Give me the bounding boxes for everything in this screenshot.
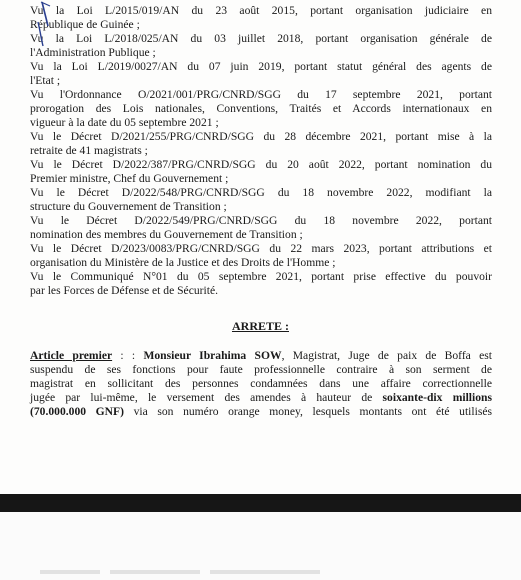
- article-line: [30, 349, 492, 363]
- visa-line: Vu la Loi L/2019/0027/AN du 07 juin 2019, portant statut général des agents de: [30, 60, 492, 73]
- article-line: suspendu de ses fonctions pour faute professionnelle contraire à son serment de: [30, 363, 492, 376]
- article-title: Article premier: [30, 349, 113, 362]
- visa-line: Vu le Décret D/2022/387/PRG/CNRD/SGG du 20 août 2022, portant nomination du: [30, 158, 492, 171]
- visa-line: l'Administration Publique ;: [30, 46, 156, 59]
- article-line: magistrat en sollicitant des personnes condamnées dans une affaire correctionnelle: [30, 377, 492, 390]
- visa-line: Vu le Décret D/2022/549/PRG/CNRD/SGG du 18 novembre 2022, portant: [30, 214, 492, 227]
- visa-line: retraite de 41 magistrats ;: [30, 144, 148, 157]
- visa-line: structure du Gouvernement de Transition ;: [30, 200, 227, 213]
- article-person-name: Monsieur Ibrahima SOW: [143, 349, 282, 362]
- visa-line: l'Etat ;: [30, 74, 61, 87]
- visa-line: Vu le Décret D/2023/0083/PRG/CNRD/SGG du 22 mars 2023, portant attributions et: [30, 242, 492, 255]
- visa-line: Premier ministre, Chef du Gouvernement ;: [30, 172, 229, 185]
- visa-line: République de Guinée ;: [30, 18, 140, 31]
- article-line: [30, 405, 492, 419]
- visa-line: Vu le Décret D/2022/548/PRG/CNRD/SGG du 18 novembre 2022, modifiant la: [30, 186, 492, 199]
- arrete-heading: ARRETE :: [231, 319, 289, 333]
- page-separator: [0, 494, 521, 512]
- article-line: [30, 391, 492, 405]
- visa-line: Vu l'Ordonnance O/2021/001/PRG/CNRD/SGG du 17 septembre 2021, portant: [30, 88, 492, 101]
- article-amount-words: soixante-dix millions: [382, 391, 492, 404]
- visa-line: prorogation des Lois nationales, Conventions, Traités et Accords internationaux en: [30, 102, 492, 115]
- article-text: via son numéro orange money, lesquels montants ont été utilisés: [123, 405, 493, 418]
- article-text: jugée par lui-même, le versement des amendes à hauteur de: [30, 391, 383, 404]
- faint-text-fragment: [40, 568, 340, 576]
- visa-line: vigueur à la date du 05 septembre 2021 ;: [30, 116, 219, 129]
- visa-line: Vu le Communiqué N°01 du 05 septembre 2021, portant prise effective du pouvoir: [30, 270, 492, 283]
- article-separator: : :: [112, 349, 144, 362]
- visa-line: Vu la Loi L/2015/019/AN du 23 août 2015, portant organisation judiciaire en: [30, 4, 492, 17]
- article-amount-figures: (70.000.000 GNF): [30, 405, 124, 418]
- visa-line: par les Forces de Défense et de Sécurité.: [30, 284, 218, 297]
- visa-line: nomination des membres du Gouvernement de Transition ;: [30, 228, 303, 241]
- visa-line: Vu le Décret D/2021/255/PRG/CNRD/SGG du 28 décembre 2021, portant mise à la: [30, 130, 492, 143]
- article-text: , Magistrat, Juge de paix de Boffa est: [281, 349, 492, 362]
- visa-line: Vu la Loi L/2018/025/AN du 03 juillet 2018, portant organisation générale de: [30, 32, 492, 45]
- visa-line: organisation du Ministère de la Justice et des Droits de l'Homme ;: [30, 256, 336, 269]
